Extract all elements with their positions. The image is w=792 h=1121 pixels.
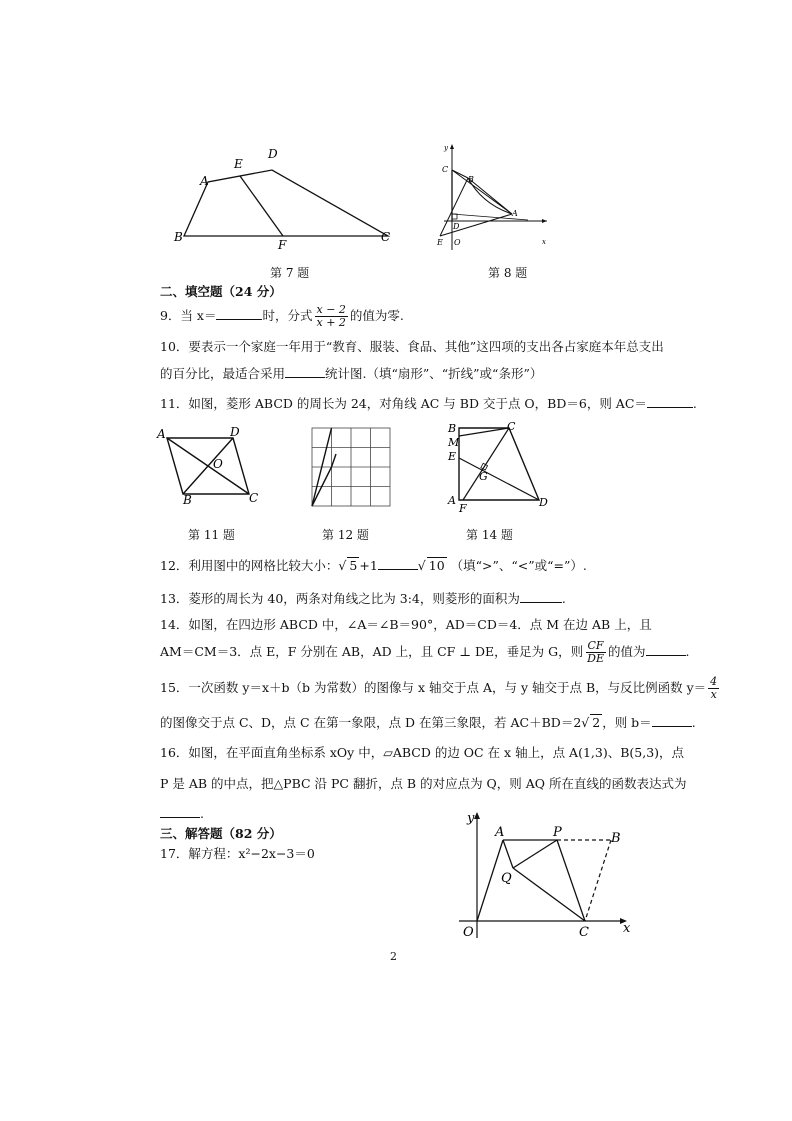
fig16-label: x	[623, 921, 631, 936]
fig11-label: B	[183, 493, 192, 504]
figure-q16	[455, 808, 635, 940]
answer-blank	[646, 643, 686, 656]
fig14-label: M	[448, 436, 460, 449]
fraction: $\frac{x - 2}{x + 2}$	[316, 303, 346, 329]
figure-q7	[170, 140, 400, 250]
fig8-label: y	[444, 144, 448, 152]
question-13: 13．菱形的周长为 40，两条对角线之比为 3:4，则菱形的面积为 .	[160, 591, 566, 606]
fig7-label: F	[278, 238, 287, 250]
question-9: 9．当 x＝ 时，分式 $\frac{x - 2}{x + 2}$ 的值为零.	[160, 303, 404, 329]
question-14-line2: AM＝CM＝3．点 E，F 分别在 AB，AD 上，且 CF ⊥ DE，垂足为 G，则 $\frac{CF}{DE}$ 的值为 .	[160, 639, 690, 665]
question-15-line1: 15．一次函数 y＝x＋b（b 为常数）的图像与 x 轴交于点 A，与 y 轴交于点 B，与反比例函数 y＝ $\frac{4}{x}$	[160, 675, 718, 701]
fig8-label: B	[468, 175, 474, 184]
caption-q14: 第 14 题	[466, 528, 513, 542]
fig16-label: O	[463, 925, 474, 940]
fig7-label: A	[200, 174, 209, 188]
fig14-label: G	[479, 470, 488, 483]
fig14-label: F	[459, 502, 467, 512]
question-10-line1: 10．要表示一个家庭一年用于“教育、服装、食品、其他”这四项的支出各占家庭本年总支出	[160, 339, 664, 354]
question-12: 12．利用图中的网格比较大小：√ 5 +1 √ 10 （填“>”、“<”或“=”）.	[160, 558, 587, 573]
fig8-label: D	[453, 222, 460, 231]
fig16-label: P	[553, 825, 562, 840]
page-number: 2	[390, 950, 397, 963]
caption-q12: 第 12 题	[322, 528, 369, 542]
fig14-label: D	[539, 496, 548, 509]
question-14-line1: 14．如图，在四边形 ABCD 中，∠A＝∠B＝90°，AD＝CD＝4．点 M 在边 AB 上，且	[160, 617, 652, 632]
fig7-label: B	[174, 230, 183, 244]
answer-blank	[378, 557, 418, 570]
fig16-label: C	[579, 925, 589, 940]
fig7-label: E	[234, 157, 243, 171]
fig14-label: E	[448, 450, 457, 463]
question-17: 17．解方程：x²−2x−3＝0	[160, 846, 315, 861]
caption-q11: 第 11 题	[188, 528, 235, 542]
fig8-label: C	[442, 165, 449, 174]
fig7-label: D	[268, 147, 278, 161]
figure-q8	[432, 140, 552, 250]
fig11-label: D	[230, 425, 240, 439]
question-11: 11．如图，菱形 ABCD 的周长为 24，对角线 AC 与 BD 交于点 O，BD＝6，则 AC＝ .	[160, 396, 697, 411]
fig11-label: O	[213, 457, 223, 471]
section-heading-fill-blank: 二、填空题（24 分）	[160, 284, 282, 299]
fig8-label: x	[542, 238, 546, 246]
answer-blank	[652, 714, 692, 727]
fig16-label: Q	[501, 871, 512, 886]
fig16-label: y	[467, 811, 475, 826]
caption-q7: 第 7 题	[270, 266, 310, 280]
question-10-line2: 的百分比，最适合采用 统计图.（填“扇形”、“折线”或“条形”）	[160, 366, 543, 381]
answer-blank	[216, 307, 262, 320]
fig16-label: B	[611, 831, 621, 846]
fig14-label: B	[448, 422, 457, 435]
fig14-label: A	[448, 494, 456, 507]
fig8-label: A	[512, 209, 518, 218]
answer-blank	[285, 365, 325, 378]
caption-q8: 第 8 题	[488, 266, 528, 280]
figure-q12-grid	[310, 426, 392, 508]
fig7-label: C	[381, 230, 391, 244]
question-15-line2: 的图像交于点 C、D，点 C 在第一象限，点 D 在第三象限，若 AC＋BD＝2√ 2 ，则 b＝ .	[160, 715, 696, 730]
section-heading-solve: 三、解答题（82 分）	[160, 826, 282, 841]
fig8-label: O	[454, 238, 461, 247]
fig16-label: A	[495, 825, 505, 840]
figure-q11	[155, 424, 265, 504]
figure-q14	[445, 420, 555, 512]
question-16-line2: P 是 AB 的中点，把△PBC 沿 PC 翻折，点 B 的对应点为 Q，则 AQ 所在直线的函数表达式为	[160, 776, 687, 791]
question-16-line3: .	[160, 805, 204, 822]
fig11-label: A	[157, 427, 166, 441]
fig8-label: E	[437, 238, 443, 247]
fig14-label: C	[507, 420, 516, 433]
question-16-line1: 16．如图，在平面直角坐标系 xOy 中，▱ABCD 的边 OC 在 x 轴上，点 A(1,3)、B(5,3)，点	[160, 745, 685, 760]
fig11-label: C	[249, 491, 259, 504]
answer-blank	[520, 590, 562, 603]
answer-blank	[647, 395, 693, 408]
answer-blank	[160, 805, 200, 818]
